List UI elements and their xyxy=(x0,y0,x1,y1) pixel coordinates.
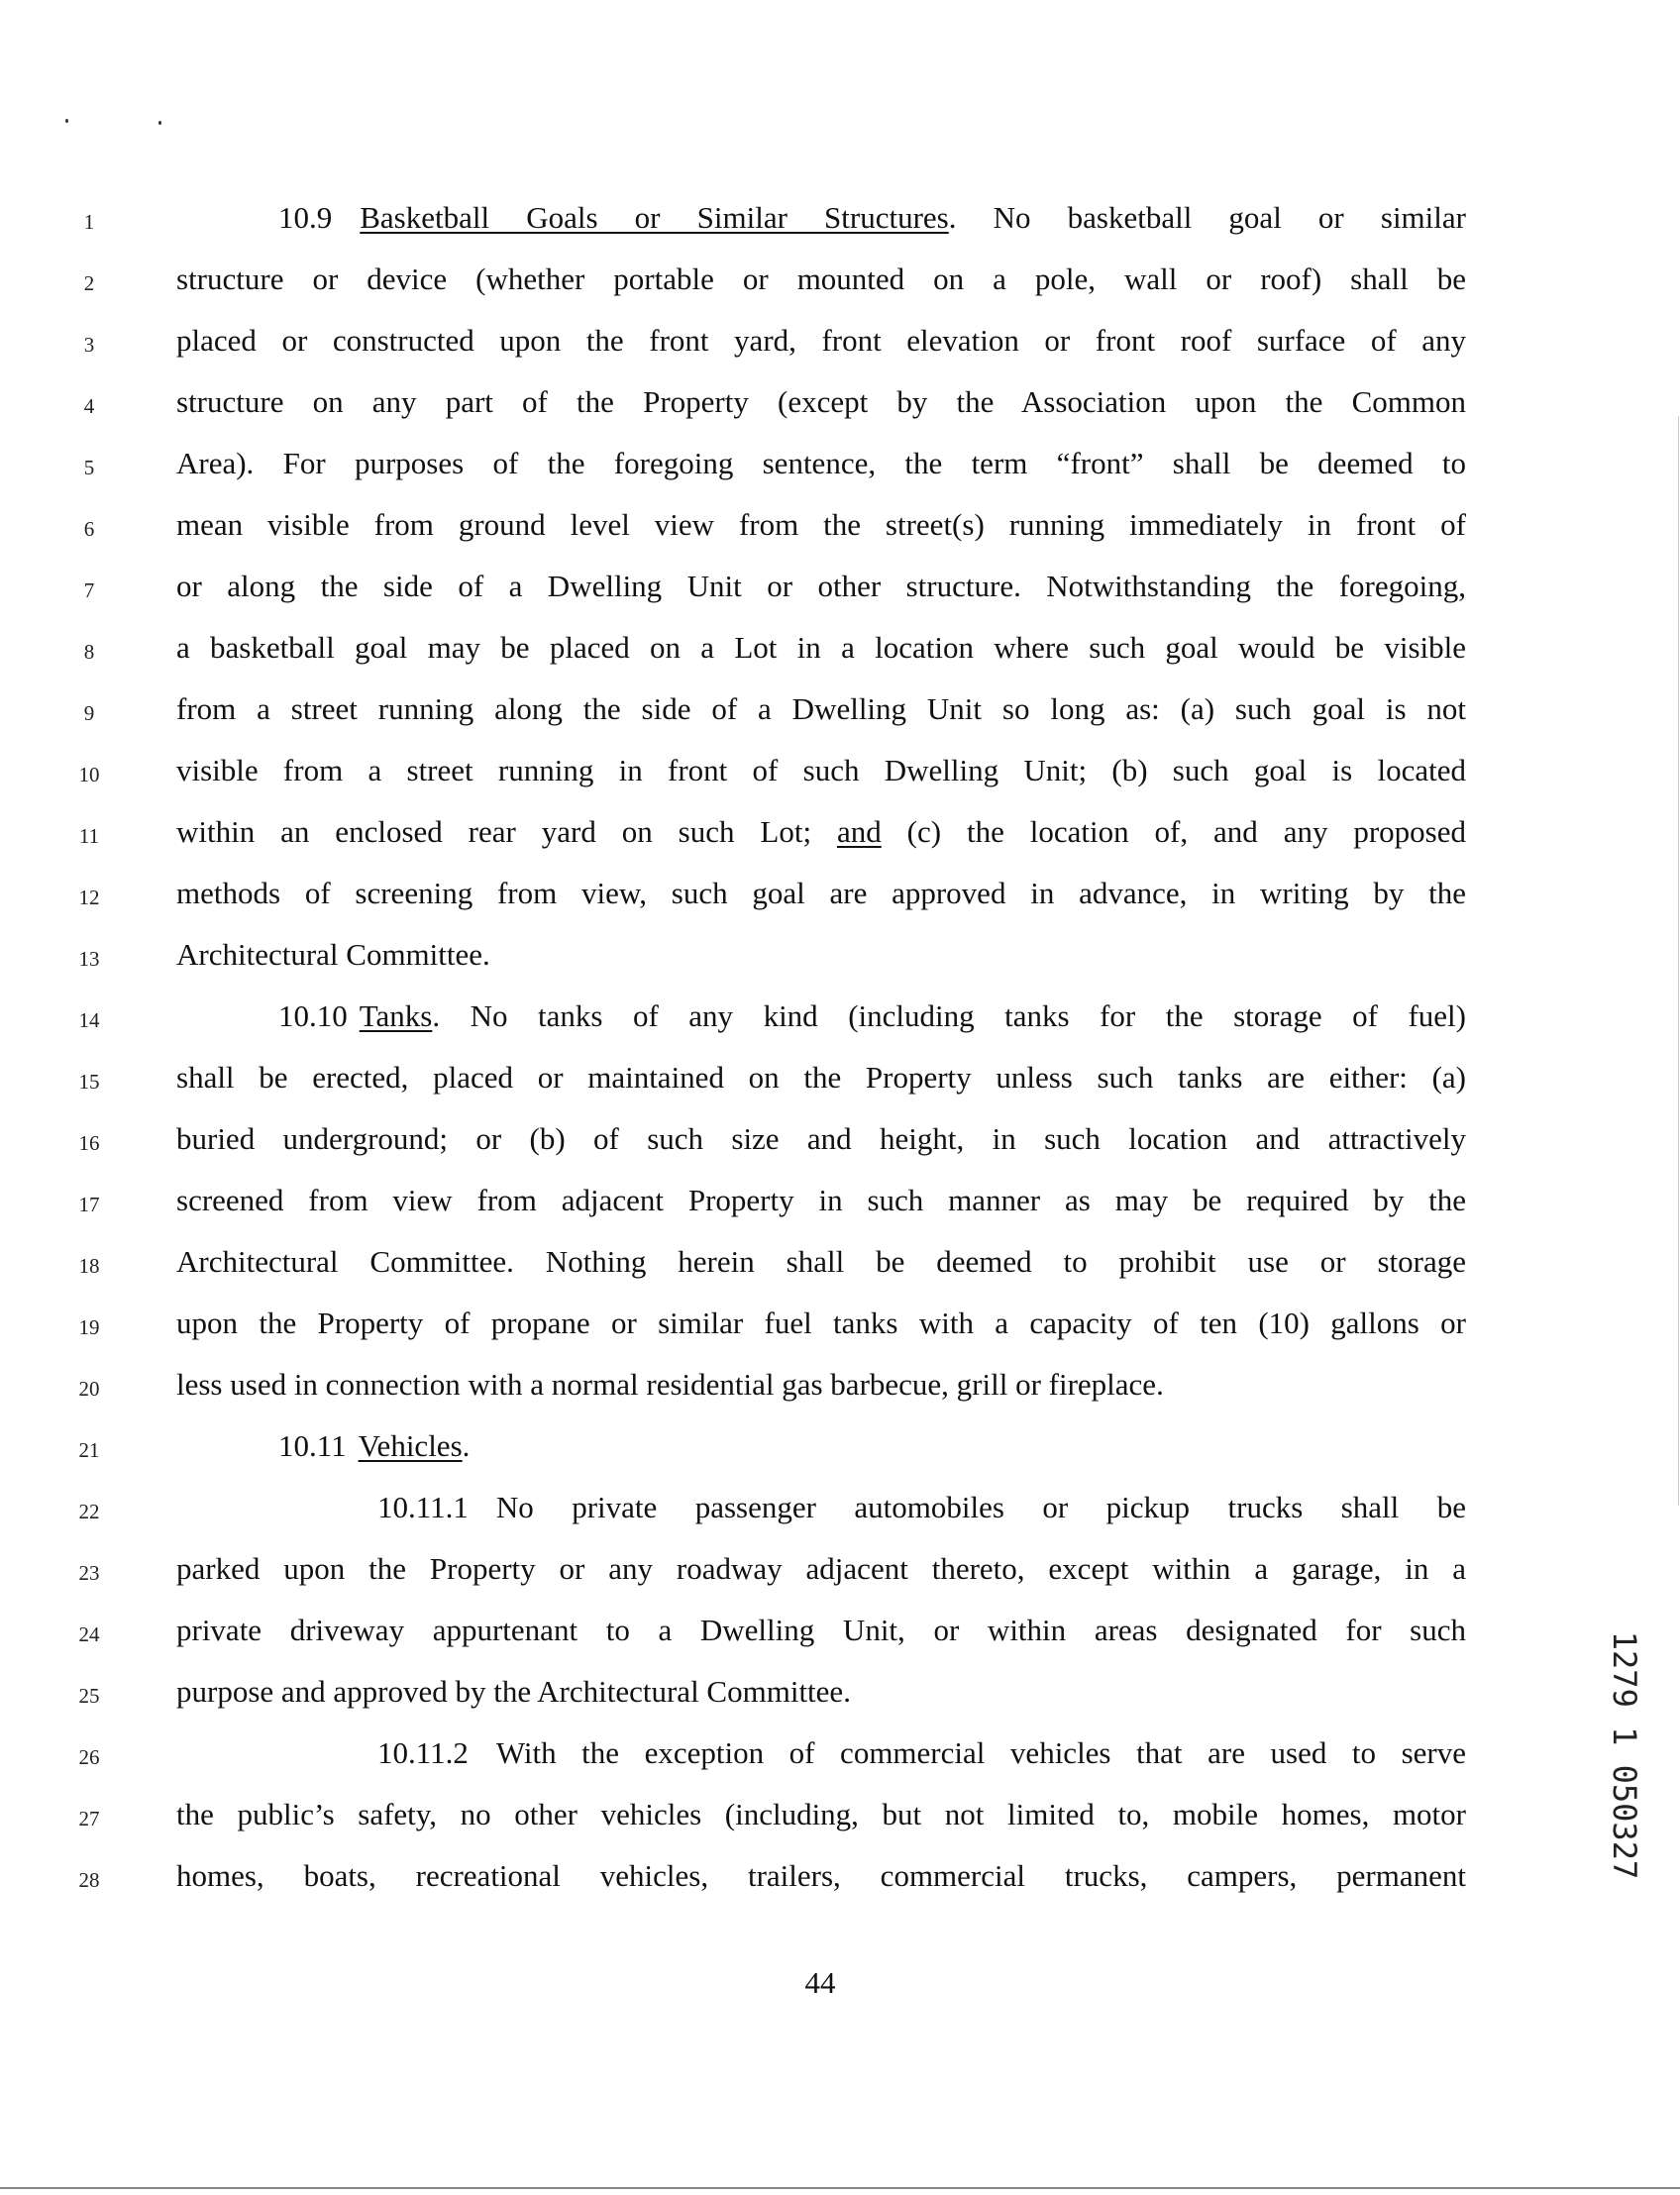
line-text: Area). For purposes of the foregoing sentence, the term “front” shall be deemed to xyxy=(176,446,1466,480)
section-number: 10.11 xyxy=(278,1428,347,1463)
line-text: a basketball goal may be placed on a Lot in a location where such goal would be visible xyxy=(176,630,1466,665)
text-line xyxy=(0,1418,1680,1480)
line-text-rest: With the exception of commercial vehicles that are used to serve xyxy=(495,1735,1466,1770)
line-number: 5 xyxy=(83,456,95,479)
line-number: 23 xyxy=(78,1561,100,1585)
line-text: Architectural Committee. Nothing herein shall be deemed to prohibit use or storage xyxy=(176,1244,1466,1279)
text-line xyxy=(0,374,1680,436)
text-line xyxy=(0,252,1680,313)
text-line xyxy=(0,436,1680,497)
line-number: 6 xyxy=(83,517,95,541)
line-number: 22 xyxy=(78,1500,100,1523)
section-number: 10.10 xyxy=(278,998,348,1033)
line-text: homes, boats, recreational vehicles, trailers, commercial trucks, campers, permanent xyxy=(176,1858,1466,1893)
text-line xyxy=(0,1357,1680,1418)
scan-speck xyxy=(158,121,161,125)
scan-specks xyxy=(59,111,178,131)
text-line xyxy=(0,989,1680,1050)
section-heading: Basketball Goals or Similar Structures xyxy=(360,200,949,235)
line-text: shall be erected, placed or maintained on the Property unless such tanks are either: (a) xyxy=(176,1060,1466,1095)
text-line xyxy=(0,559,1680,620)
line-text-rest: . xyxy=(462,1428,471,1463)
line-text: buried underground; or (b) of such size and height, in such location and attractively xyxy=(176,1121,1466,1156)
text-line xyxy=(0,497,1680,559)
line-text: placed or constructed upon the front yard, front elevation or front roof surface of any xyxy=(176,323,1466,358)
line-text xyxy=(176,810,1466,854)
text-line xyxy=(0,804,1680,866)
line-text: mean visible from ground level view from the street(s) running immediately in front of xyxy=(176,507,1466,542)
scan-bottom-edge xyxy=(0,2187,1680,2189)
line-text: less used in connection with a normal residential gas barbecue, grill or fireplace. xyxy=(176,1367,1164,1402)
line-number: 16 xyxy=(78,1131,100,1155)
line-text xyxy=(278,994,1466,1038)
line-text: screened from view from adjacent Property in such manner as may be required by the xyxy=(176,1183,1466,1217)
text-line xyxy=(0,743,1680,804)
line-number: 4 xyxy=(83,394,95,418)
text-line xyxy=(0,1480,1680,1541)
text-line xyxy=(0,681,1680,743)
line-text: or along the side of a Dwelling Unit or other structure. Notwithstanding the foregoing, xyxy=(176,569,1466,603)
line-number: 17 xyxy=(78,1193,100,1216)
line-text: purpose and approved by the Architectural Committee. xyxy=(176,1674,851,1709)
text-line xyxy=(0,313,1680,374)
line-number: 3 xyxy=(83,333,95,357)
line-number: 26 xyxy=(78,1745,100,1769)
line-number: 12 xyxy=(78,886,100,909)
line-number: 10 xyxy=(78,763,100,786)
text-line xyxy=(0,866,1680,927)
section-heading: Tanks xyxy=(359,998,433,1033)
line-text-rest: . No tanks of any kind (including tanks for the storage of fuel) xyxy=(432,998,1466,1033)
line-number: 2 xyxy=(83,271,95,295)
line-number: 7 xyxy=(83,578,95,602)
text-line xyxy=(0,620,1680,681)
line-text: structure on any part of the Property (except by the Association upon the Common xyxy=(176,384,1466,419)
line-text-rest: No private passenger automobiles or pickup trucks shall be xyxy=(495,1490,1466,1524)
line-text-rest: (c) the location of, and any proposed xyxy=(881,814,1467,849)
line-text xyxy=(278,196,1466,240)
line-number: 14 xyxy=(78,1008,100,1032)
line-text: visible from a street running in front of such Dwelling Unit; (b) such goal is located xyxy=(176,753,1466,787)
recording-stamp-text: 1279 1 050327 xyxy=(1606,1630,1643,1880)
page-number: 44 xyxy=(804,1965,836,2000)
line-text xyxy=(278,1424,1466,1468)
text-line xyxy=(0,1848,1680,1910)
text-line xyxy=(0,1050,1680,1111)
line-number: 19 xyxy=(78,1315,100,1339)
section-heading: Vehicles xyxy=(358,1428,463,1463)
line-number: 20 xyxy=(78,1377,100,1401)
text-line xyxy=(0,1603,1680,1664)
underlined-word: and xyxy=(836,814,882,849)
recording-stamp xyxy=(1603,1591,1646,1918)
line-text: methods of screening from view, such goal are approved in advance, in writing by the xyxy=(176,876,1466,910)
line-number: 13 xyxy=(78,947,100,971)
text-line xyxy=(0,927,1680,989)
section-number: 10.11.2 xyxy=(377,1735,469,1770)
line-text: upon the Property of propane or similar fuel tanks with a capacity of ten (10) gallons or xyxy=(176,1306,1466,1340)
line-text: from a street running along the side of a Dwelling Unit so long as: (a) such goal is not xyxy=(176,691,1466,726)
text-line xyxy=(0,1111,1680,1173)
section-number: 10.11.1 xyxy=(377,1490,469,1524)
line-text: private driveway appurtenant to a Dwelling Unit, or within areas designated for such xyxy=(176,1613,1466,1647)
text-line xyxy=(0,1725,1680,1787)
text-line xyxy=(0,1787,1680,1848)
line-text: the public’s safety, no other vehicles (including, but not limited to, mobile homes, motor xyxy=(176,1797,1466,1831)
line-text xyxy=(377,1731,1466,1775)
text-line xyxy=(0,1234,1680,1296)
line-number: 9 xyxy=(83,701,95,725)
line-number: 8 xyxy=(83,640,95,664)
line-number: 11 xyxy=(78,824,100,848)
text-line xyxy=(0,1664,1680,1725)
text-line xyxy=(0,1173,1680,1234)
line-number: 24 xyxy=(78,1622,100,1646)
line-number: 25 xyxy=(78,1684,100,1708)
line-number: 1 xyxy=(83,210,95,234)
line-number: 15 xyxy=(78,1070,100,1094)
text-line xyxy=(0,190,1680,252)
text-line xyxy=(0,1541,1680,1603)
text-line xyxy=(0,1296,1680,1357)
scan-edge-line xyxy=(1678,416,1679,1506)
line-text: structure or device (whether portable or mounted on a pole, wall or roof) shall be xyxy=(176,261,1466,296)
line-text: Architectural Committee. xyxy=(176,937,490,972)
section-number: 10.9 xyxy=(278,200,333,235)
line-number: 28 xyxy=(78,1868,100,1892)
line-text xyxy=(377,1486,1466,1529)
line-number: 27 xyxy=(78,1807,100,1830)
line-number: 18 xyxy=(78,1254,100,1278)
line-number: 21 xyxy=(78,1438,100,1462)
line-text-start: within an enclosed rear yard on such Lot; xyxy=(176,814,837,849)
scan-speck xyxy=(65,119,68,123)
line-text-rest: . No basketball goal or similar xyxy=(948,200,1466,235)
line-text: parked upon the Property or any roadway adjacent thereto, except within a garage, in a xyxy=(176,1551,1466,1586)
